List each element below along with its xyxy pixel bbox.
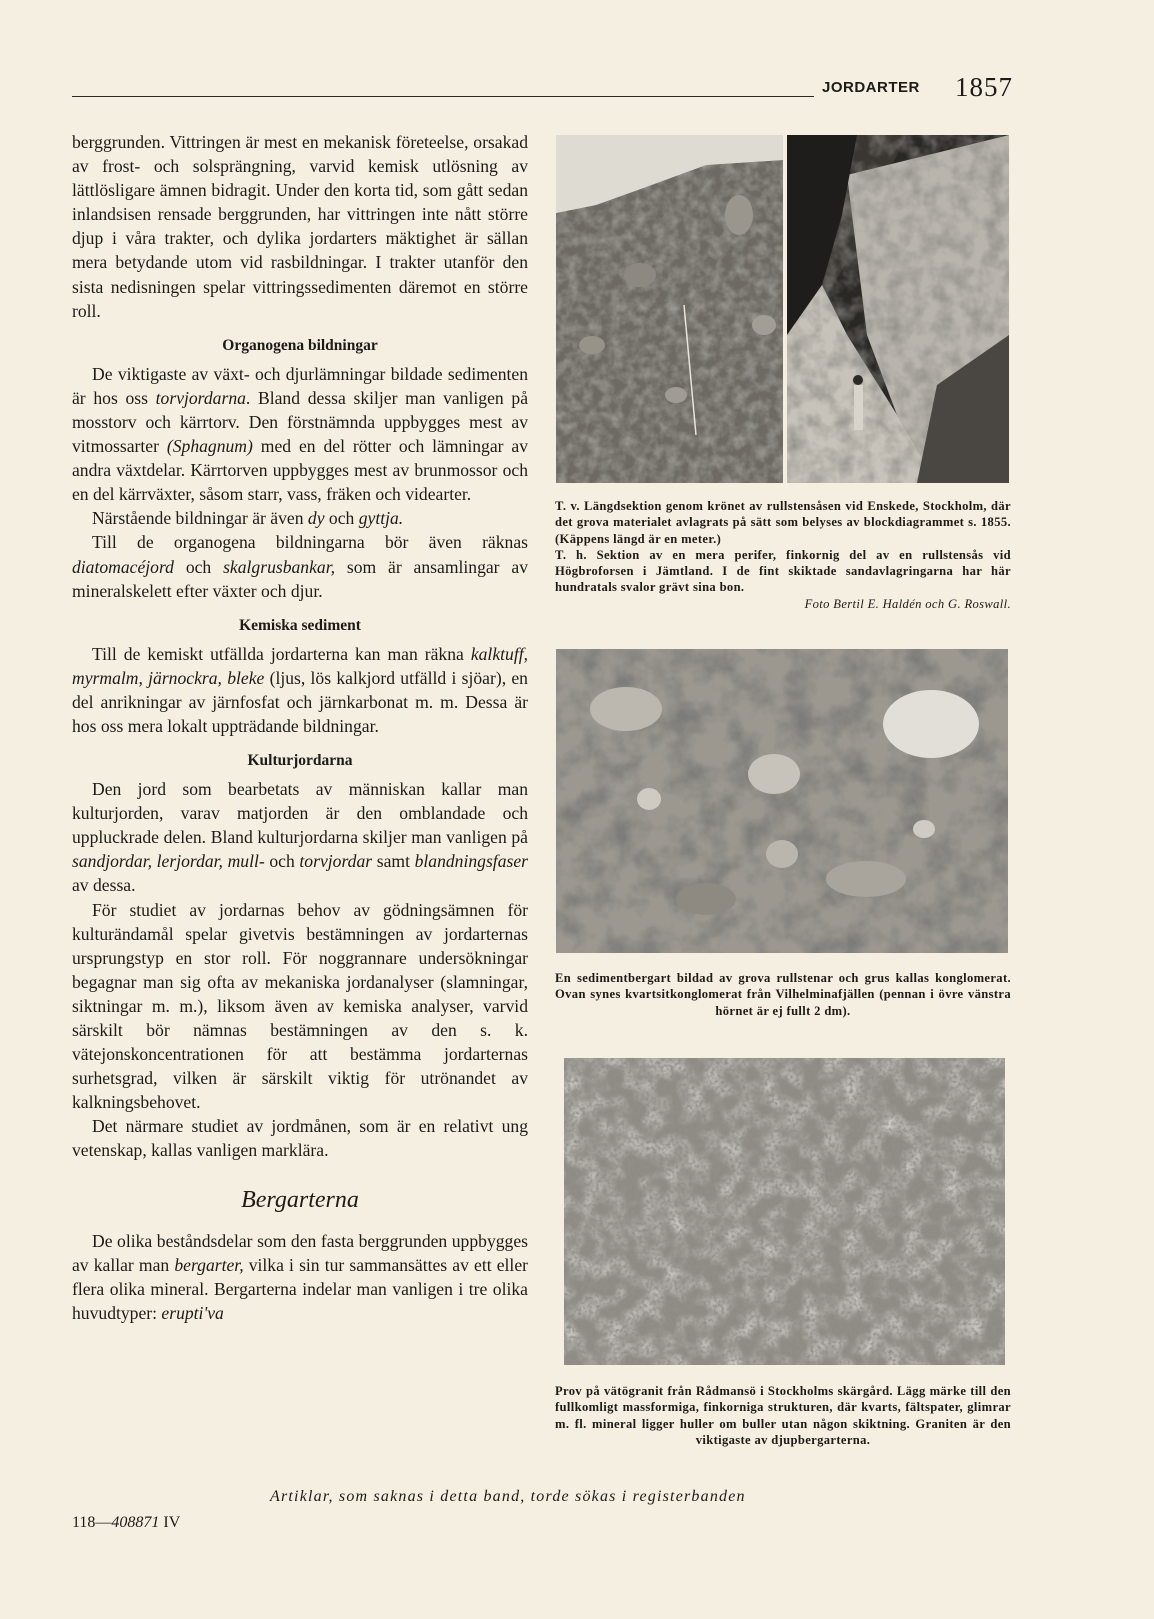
paragraph-torv: De viktigaste av växt- och djurlämningar bildade sedimenten är hos oss torvjordarna. Bland dessa skiljer man vanligen på mosstorv och kärrtorv. Den förstnämnda uppbygges mest av vitmossarter (Sphagnum) med en del rötter och lämningar av andra växtdelar. Kärrtorven uppbygges mest av brunmossor och en del kärrväxter, såsom starr, vass, fräken och videarter. (72, 363, 528, 505)
heading-bergarterna: Bergarterna (241, 1186, 359, 1213)
photo-rullstensas-hogbroforsen (787, 135, 1009, 483)
photo-credit: Foto Bertil E. Haldén och G. Roswall. (804, 596, 1011, 611)
paragraph-analyser: För studiet av jordarnas behov av gödningsämnen för kulturändamål spelar givetvis bestämningen av jordarternas ursprungstyp en stor roll. För noggrannare undersökningar begagnar man sig ofta av mekaniska jordanalyser (slamningar, siktningar m. m.), liksom även av kemiska analyser, varvid särskilt bör nämnas bestämningen av den s. k. vätejonskoncentrationen för att bestämma jordarternas surhetsgrad, vilken är särskilt viktig för utrönandet av kalkningsbehovet. (72, 899, 528, 1113)
footer-note: Artiklar, som saknas i detta band, torde sökas i registerbanden (270, 1488, 746, 1505)
paragraph-kulturjord: Den jord som bearbetats av människan kallar man kulturjorden, varav matjorden är den omblandade och uppluckrade delen. Bland kulturjordarna skiljer man vanligen på sandjordar, lerjordar, mull- och torvjordar samt blandningsfaser av dessa. (72, 779, 528, 896)
caption-th: T. h. Sektion av en mera perifer, finkornig del av en rullstensås vid Högbroforsen i Jämtland. I de fint skiktade sandavlagringarna har här hundratals svalor grävt sina bon. (555, 547, 1011, 595)
photo-vatogranit (564, 1058, 1005, 1365)
heading-kemiska: Kemiska sediment (239, 616, 361, 634)
running-head: JORDARTER (822, 79, 920, 96)
photo-konglomerat (556, 649, 1008, 953)
paragraph-vittring: berggrunden. Vittringen är mest en mekanisk företeelse, orsakad av frost- och solsprängning, varvid kemisk utlösning av lättlösligare ämnen bidragit. Under den korta tid, som gått sedan inlandsisen rensade berggrunden, har vittringen inte nått större djup i våra trakter, och dylika jordarters mäktighet är sällan mera betydande utom vid rasbildningar. I trakter utanför den sista nedisningen spelar vittringssedimenten däremot en större roll. (72, 132, 528, 321)
body-text-column (72, 130, 528, 1325)
caption-tv: T. v. Längdsektion genom krönet av rullstensåsen vid Enskede, Stockholm, där det grova materialet avlagrats på sätt som belyses av blockdiagrammet s. 1855. (Käppens längd är en meter.) (555, 499, 1011, 546)
heading-kultur: Kulturjordarna (247, 752, 353, 770)
paragraph-bergarter: De olika beståndsdelar som den fasta berggrunden uppbygges av kallar man bergarter, vilka i sin tur sammansättes av ett eller flera olika mineral. Bergarterna indelar man vanligen i tre olika huvudtyper: erupti'va (72, 1230, 528, 1323)
paragraph-dy-gyttja: Närstående bildningar är även dy och gyttja. (92, 508, 404, 529)
caption-vatogranit: Prov på vätögranit från Rådmansö i Stockholms skärgård. Lägg märke till den fullkomligt massformiga, finkorniga strukturen, där kvarts, fältspater, glimrar m. fl. mineral ligger huller om buller utan någon skiktning. Graniten är den viktigaste av djupbergarterna. (555, 1384, 1011, 1447)
paragraph-diatom: Till de organogena bildningarna bör även räknas diatomacéjord och skalgrusbankar, som är ansamlingar av mineralskelett efter växter och djur. (72, 532, 528, 601)
caption-konglomerat: En sedimentbergart bildad av grova rullstenar och grus kallas konglomerat. Ovan synes kvartsitkonglomerat från Vilhelminafjällen (pennan i övre vänstra hörnet är ej fullt 2 dm). (555, 971, 1011, 1018)
caption-rullstensas (555, 498, 1011, 612)
heading-organogena: Organogena bildningar (222, 336, 378, 354)
footer-print-code: 118—408871 IV (72, 1514, 181, 1531)
paragraph-marklara: Det närmare studiet av jordmånen, som är en relativt ung vetenskap, kallas vanligen marklära. (72, 1116, 528, 1161)
header-rule (72, 96, 814, 97)
photo-rullstensas-enskede (556, 135, 783, 483)
page-number: 1857 (955, 72, 1013, 102)
paragraph-kemiska: Till de kemiskt utfällda jordarterna kan man räkna kalktuff, myrmalm, järnockra, bleke (ljus, lös kalkjord utfälld i sjöar), en del anrikningar av järnfosfat och järnkarbonat m. m. Dessa är hos oss mera lokalt uppträdande bildningar. (72, 643, 528, 736)
